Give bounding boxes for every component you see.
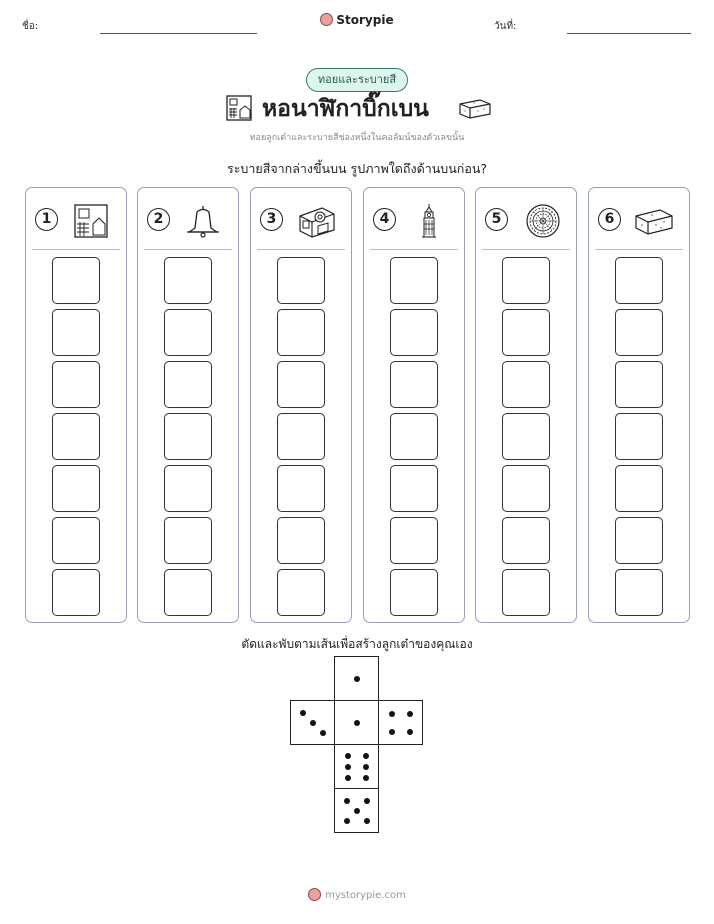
column-number: 2 xyxy=(147,208,170,231)
map-icon xyxy=(225,94,253,122)
color-box[interactable] xyxy=(277,569,325,616)
column-number: 5 xyxy=(485,208,508,231)
color-box[interactable] xyxy=(502,361,550,408)
brand xyxy=(0,13,714,27)
die-face-three xyxy=(290,700,335,745)
die-face-five xyxy=(334,788,379,833)
color-box[interactable] xyxy=(164,361,212,408)
color-box[interactable] xyxy=(164,257,212,304)
color-box[interactable] xyxy=(390,517,438,564)
pip xyxy=(363,775,369,781)
activity-pill: ทอยและระบายสี xyxy=(306,68,408,92)
color-box[interactable] xyxy=(277,517,325,564)
color-box[interactable] xyxy=(390,309,438,356)
column-number: 4 xyxy=(373,208,396,231)
color-box[interactable] xyxy=(52,413,100,460)
color-box[interactable] xyxy=(52,517,100,564)
color-box[interactable] xyxy=(615,361,663,408)
storypie-logo-icon xyxy=(320,13,333,26)
stone-block-icon xyxy=(634,204,674,238)
die-face-four xyxy=(378,700,423,745)
color-box[interactable] xyxy=(502,517,550,564)
date-label: วันที่: xyxy=(494,21,517,32)
column-divider xyxy=(32,249,120,250)
column-number: 3 xyxy=(260,208,283,231)
pip xyxy=(407,729,413,735)
color-box[interactable] xyxy=(390,361,438,408)
tower-icon xyxy=(409,204,449,238)
clock-face-icon xyxy=(521,204,561,238)
footer-url[interactable]: mystorypie.com xyxy=(325,890,406,901)
pip xyxy=(363,753,369,759)
pip xyxy=(389,729,395,735)
column-divider xyxy=(482,249,570,250)
column-divider xyxy=(370,249,458,250)
color-box[interactable] xyxy=(390,465,438,512)
column-header xyxy=(373,204,457,240)
pip xyxy=(300,710,306,716)
column-2 xyxy=(137,187,239,623)
color-box[interactable] xyxy=(615,413,663,460)
pip xyxy=(345,775,351,781)
brand-name: Storypie xyxy=(336,13,394,27)
pip xyxy=(320,730,326,736)
column-divider xyxy=(257,249,345,250)
question: ระบายสีจากล่างขึ้นบน รูปภาพใดถึงด้านบนก่อน? xyxy=(226,161,488,176)
color-box[interactable] xyxy=(164,517,212,564)
name-label: ชื่อ: xyxy=(22,21,39,32)
pip xyxy=(364,818,370,824)
color-box[interactable] xyxy=(277,309,325,356)
stone-block-icon xyxy=(458,94,492,120)
column-divider xyxy=(144,249,232,250)
color-box[interactable] xyxy=(390,569,438,616)
color-box[interactable] xyxy=(52,309,100,356)
pip xyxy=(344,818,350,824)
footer xyxy=(0,888,714,901)
color-box[interactable] xyxy=(502,569,550,616)
column-1 xyxy=(25,187,127,623)
color-box[interactable] xyxy=(615,465,663,512)
color-box[interactable] xyxy=(277,361,325,408)
pip xyxy=(364,798,370,804)
color-box[interactable] xyxy=(52,361,100,408)
column-header xyxy=(598,204,682,240)
color-box[interactable] xyxy=(52,569,100,616)
die-face-six xyxy=(334,744,379,789)
color-box[interactable] xyxy=(390,413,438,460)
subtitle: ทอยลูกเต๋าและระบายสีช่องหนึ่งในคอลัมน์ของตัวเลขนั้น xyxy=(249,133,465,143)
die-face-one xyxy=(334,700,379,745)
color-box[interactable] xyxy=(164,465,212,512)
pip xyxy=(354,808,360,814)
column-3 xyxy=(250,187,352,623)
cut-instructions: ตัดและพับตามเส้นเพื่อสร้างลูกเต๋าของคุณเอง xyxy=(241,637,473,651)
column-header xyxy=(35,204,119,240)
color-box[interactable] xyxy=(502,413,550,460)
color-box[interactable] xyxy=(502,309,550,356)
pip xyxy=(407,711,413,717)
page-title: หอนาฬิกาบิ๊กเบน xyxy=(262,96,429,122)
color-box[interactable] xyxy=(277,413,325,460)
color-box[interactable] xyxy=(277,257,325,304)
color-box[interactable] xyxy=(615,309,663,356)
pip xyxy=(345,764,351,770)
color-box[interactable] xyxy=(390,257,438,304)
storypie-logo-icon xyxy=(308,888,321,901)
color-box[interactable] xyxy=(615,257,663,304)
color-box[interactable] xyxy=(164,309,212,356)
color-box[interactable] xyxy=(615,517,663,564)
color-box[interactable] xyxy=(502,465,550,512)
color-box[interactable] xyxy=(52,465,100,512)
clock-mechanism-icon xyxy=(296,204,336,238)
column-6 xyxy=(588,187,690,623)
title-row xyxy=(0,92,714,126)
die-face-one xyxy=(334,656,379,701)
column-number: 6 xyxy=(598,208,621,231)
pip xyxy=(344,798,350,804)
color-box[interactable] xyxy=(164,413,212,460)
name-line xyxy=(100,33,257,34)
column-divider xyxy=(595,249,683,250)
column-header xyxy=(147,204,231,240)
column-header xyxy=(260,204,344,240)
color-box[interactable] xyxy=(164,569,212,616)
bell-icon xyxy=(183,204,223,238)
pip xyxy=(363,764,369,770)
map-icon xyxy=(71,204,111,238)
pip xyxy=(310,720,316,726)
column-header xyxy=(485,204,569,240)
color-box[interactable] xyxy=(502,257,550,304)
pip xyxy=(345,753,351,759)
color-box[interactable] xyxy=(52,257,100,304)
color-box[interactable] xyxy=(615,569,663,616)
pip xyxy=(389,711,395,717)
color-box[interactable] xyxy=(277,465,325,512)
column-4 xyxy=(363,187,465,623)
column-number: 1 xyxy=(35,208,58,231)
column-5 xyxy=(475,187,577,623)
date-line xyxy=(567,33,691,34)
pip xyxy=(354,720,360,726)
pip xyxy=(354,676,360,682)
